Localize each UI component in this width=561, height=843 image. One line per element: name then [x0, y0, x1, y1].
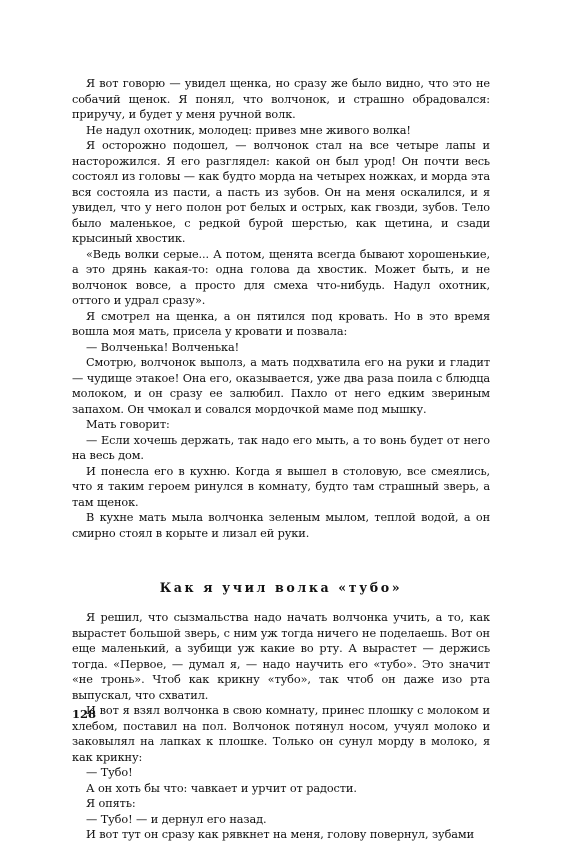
- section-spacer: [72, 541, 490, 579]
- paragraph: «Ведь волки серые... А потом, щенята всегда бывают хорошенькие, а это дрянь какая-то: одна голова да хвостик. Может быть, и не волчонок вовсе, а просто для смеха что-нибудь. Надул охотник, оттого и удрал сразу».: [72, 247, 490, 307]
- paragraph: Я осторожно подошел, — волчонок стал на все четыре лапы и насторожился. Я его разглядел: какой он был урод! Он почти весь состоял из головы — как будто морда на четырех ножках, и морда эта вся состояла из пасти, а пасть из зубов. Он на меня оскалился, и я увидел, что у него полон рот белых и острых, как гвозди, зубов. Тело было маленькое, с редкой бурой шерстью, как щетина, и сзади крысиный хвостик.: [72, 139, 490, 245]
- page-body: [72, 76, 490, 843]
- paragraph: — Тубо!: [86, 766, 133, 779]
- paragraph: — Волченька! Волченька!: [86, 340, 240, 354]
- paragraph: Я опять:: [86, 797, 136, 810]
- page-number: 128: [72, 707, 97, 721]
- paragraph: Мать говорит:: [86, 418, 170, 431]
- paragraph: И вот тут он сразу как рявкнет на меня, голову повернул, зубами: [86, 828, 475, 841]
- paragraph: Я решил, что сызмальства надо начать волчонка учить, а то, как вырастет большой зверь, с ним уж тогда ничего не поделаешь. Вот он еще маленький, а зубищи уж какие во рту. А вырастет — держись тогда. «Первое, — думал я, — надо научить его «тубо». Это значит «не тронь». Чтоб как крикну «тубо», так чтоб он даже изо рта выпускал, что схватил.: [72, 611, 490, 702]
- section-title: Как я учил волка «тубо»: [159, 580, 403, 595]
- text-block-1: [72, 76, 490, 541]
- text-block-2: [72, 610, 490, 843]
- paragraph: Не надул охотник, молодец: привез мне живого волка!: [86, 123, 411, 137]
- paragraph: И вот я взял волчонка в свою комнату, принес плошку с молоком и хлебом, поставил на пол. Волчонок потянул носом, учуял молоко и заковылял на лапках к плошке. Только он сунул морду в молоко, я как крикну:: [72, 704, 490, 764]
- paragraph: И понесла его в кухню. Когда я вышел в столовую, все смеялись, что я таким героем ринулся в комнату, будто там страшный зверь, а там щенок.: [72, 464, 490, 509]
- paragraph: — Тубо! — и дернул его назад.: [86, 812, 267, 826]
- paragraph: Я смотрел на щенка, а он пятился под кровать. Но в это время вошла моя мать, присела у кровати и позвала:: [72, 309, 490, 338]
- paragraph: А он хоть бы что: чавкает и урчит от радости.: [86, 781, 357, 795]
- paragraph: Смотрю, волчонок выполз, а мать подхватила его на руки и гладит — чудище этакое! Она его, оказывается, уже два раза поила с блюдца молоком, и он сразу ее залюбил. Пахло от него едким звериным запахом. Он чмокал и совался мордочкой маме под мышку.: [72, 356, 490, 416]
- paragraph: — Если хочешь держать, так надо его мыть, а то вонь будет от него на весь дом.: [72, 433, 490, 462]
- paragraph: Я вот говорю — увидел щенка, но сразу же было видно, что это не собачий щенок. Я понял, что волчонок, и страшно обрадовался: приручу, и будет у меня ручной волк.: [72, 77, 490, 121]
- paragraph: В кухне мать мыла волчонка зеленым мылом, теплой водой, а он смирно стоял в корыте и лизал ей руки.: [72, 511, 490, 540]
